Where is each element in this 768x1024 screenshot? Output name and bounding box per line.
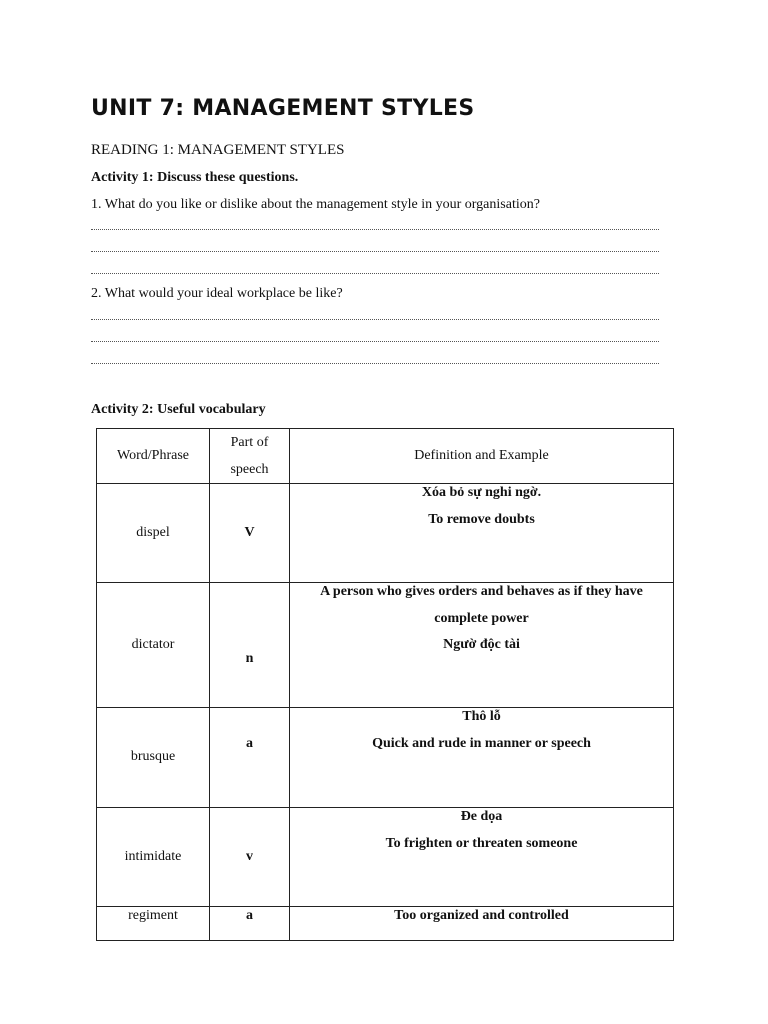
- answer-line[interactable]: [91, 273, 659, 274]
- pos-text: v: [246, 849, 253, 864]
- word-text: intimidate: [124, 849, 182, 864]
- table-header-row: [97, 429, 674, 484]
- reading-title: READING 1: MANAGEMENT STYLES: [91, 142, 345, 158]
- table-row: [97, 484, 674, 583]
- table-row: [97, 708, 674, 808]
- answer-line[interactable]: [91, 363, 659, 364]
- pos-text: V: [244, 525, 255, 540]
- question-1: 1. What do you like or dislike about the management style in your organisation?: [91, 197, 540, 212]
- word-text: dispel: [136, 525, 170, 540]
- header-word-phrase: Word/Phrase: [97, 429, 210, 484]
- question-2: 2. What would your ideal workplace be like?: [91, 286, 343, 301]
- table-row: [97, 907, 674, 941]
- header-definition: Definition and Example: [290, 429, 674, 484]
- header-pos-line2: speech: [230, 462, 269, 477]
- pos-text: a: [246, 908, 253, 923]
- word-cell: [97, 484, 210, 583]
- unit-title: UNIT 7: MANAGEMENT STYLES: [91, 96, 475, 121]
- definition-cell: [290, 583, 674, 708]
- activity1-heading: Activity 1: Discuss these questions.: [91, 170, 299, 185]
- table-row: [97, 808, 674, 907]
- word-text: regiment: [128, 908, 178, 923]
- word-cell: [97, 808, 210, 907]
- table-row: [97, 583, 674, 708]
- definition-english: A person who gives orders and behaves as if they have: [320, 584, 643, 599]
- answer-line[interactable]: [91, 341, 659, 342]
- definition-vietnamese: Xóa bỏ sự nghi ngờ.: [421, 485, 542, 500]
- definition-vietnamese: Ngườ độc tài: [443, 637, 520, 652]
- definition-english-cont: complete power: [434, 611, 529, 626]
- word-cell: [97, 708, 210, 808]
- definition-english: To remove doubts: [428, 512, 535, 527]
- activity2-heading: Activity 2: Useful vocabulary: [91, 402, 266, 417]
- definition-english: Quick and rude in manner or speech: [372, 736, 591, 751]
- pos-cell: [210, 708, 290, 808]
- word-cell: [97, 907, 210, 941]
- definition-cell: [290, 907, 674, 941]
- answer-line[interactable]: [91, 251, 659, 252]
- definition-english: Too organized and controlled: [394, 908, 569, 923]
- word-text: dictator: [131, 637, 175, 652]
- pos-cell: [210, 808, 290, 907]
- definition-cell: [290, 808, 674, 907]
- header-pos-line1: Part of: [230, 435, 269, 450]
- pos-cell: [210, 583, 290, 708]
- pos-cell: [210, 907, 290, 941]
- pos-text: a: [246, 736, 253, 751]
- answer-line[interactable]: [91, 319, 659, 320]
- pos-cell: [210, 484, 290, 583]
- pos-text: n: [245, 651, 254, 666]
- header-part-of-speech: [210, 429, 290, 484]
- definition-vietnamese: Đe dọa: [460, 809, 503, 824]
- answer-line[interactable]: [91, 229, 659, 230]
- word-text: brusque: [130, 749, 176, 764]
- definition-cell: [290, 484, 674, 583]
- definition-english: To frighten or threaten someone: [385, 836, 578, 851]
- definition-vietnamese: Thô lỗ: [462, 709, 501, 724]
- word-cell: [97, 583, 210, 708]
- definition-cell: [290, 708, 674, 808]
- vocabulary-table: [96, 428, 674, 941]
